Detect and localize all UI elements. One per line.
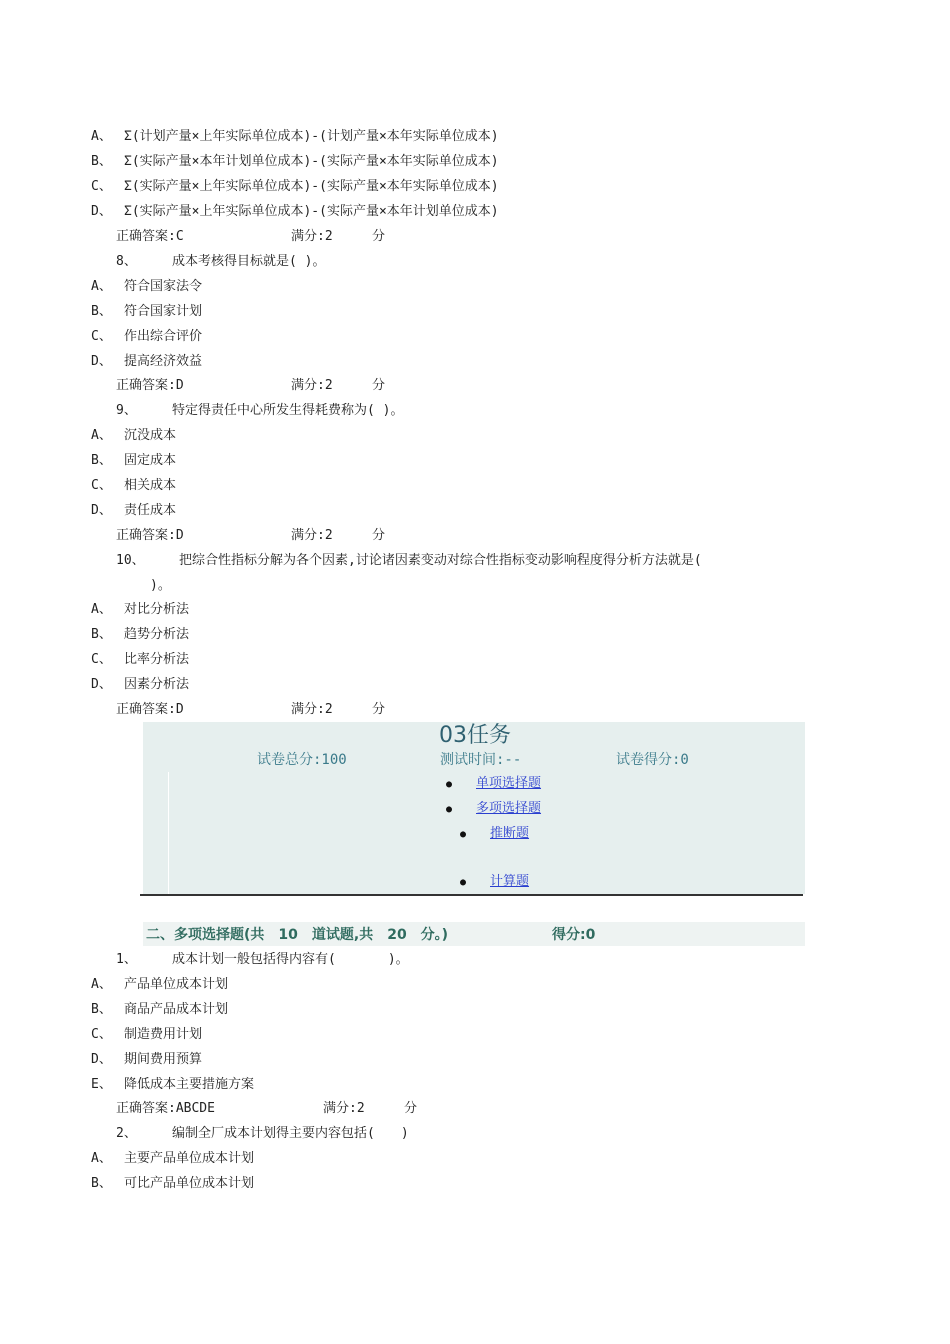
section-title: 二、多项选择题(共 10 道试题,共 20 分。): [146, 927, 449, 943]
correct-answer: 正确答案:ABCDE: [116, 1101, 215, 1116]
paper-score: 试卷得分:0: [616, 752, 689, 768]
link-single-choice[interactable]: 单项选择题: [476, 776, 542, 791]
link-judgment[interactable]: 推断题: [490, 826, 530, 841]
bullet-icon: ●: [460, 877, 467, 888]
full-score: 满分:2: [291, 378, 333, 393]
full-score: 满分:2: [291, 702, 333, 717]
link-calculation[interactable]: 计算题: [490, 874, 530, 889]
correct-answer: 正确答案:D: [116, 528, 184, 543]
divider: [140, 894, 803, 896]
correct-answer: 正确答案:D: [116, 378, 184, 393]
correct-answer: 正确答案:D: [116, 702, 184, 717]
bullet-icon: ●: [446, 804, 453, 815]
link-multiple-choice[interactable]: 多项选择题: [476, 801, 542, 816]
score-unit: 分: [404, 1101, 418, 1116]
total-score: 试卷总分:100: [257, 752, 347, 768]
full-score: 满分:2: [291, 229, 333, 244]
score-unit: 分: [372, 528, 386, 543]
correct-answer: 正确答案:C: [116, 229, 184, 244]
section-score: 得分:0: [552, 927, 596, 943]
full-score: 满分:2: [291, 528, 333, 543]
score-unit: 分: [372, 229, 386, 244]
test-time: 测试时间:--: [440, 752, 522, 768]
full-score: 满分:2: [323, 1101, 365, 1116]
score-unit: 分: [372, 702, 386, 717]
score-unit: 分: [372, 378, 386, 393]
bullet-icon: ●: [446, 779, 453, 790]
bullet-icon: ●: [460, 829, 467, 840]
task-title: 03任务: [439, 723, 511, 748]
